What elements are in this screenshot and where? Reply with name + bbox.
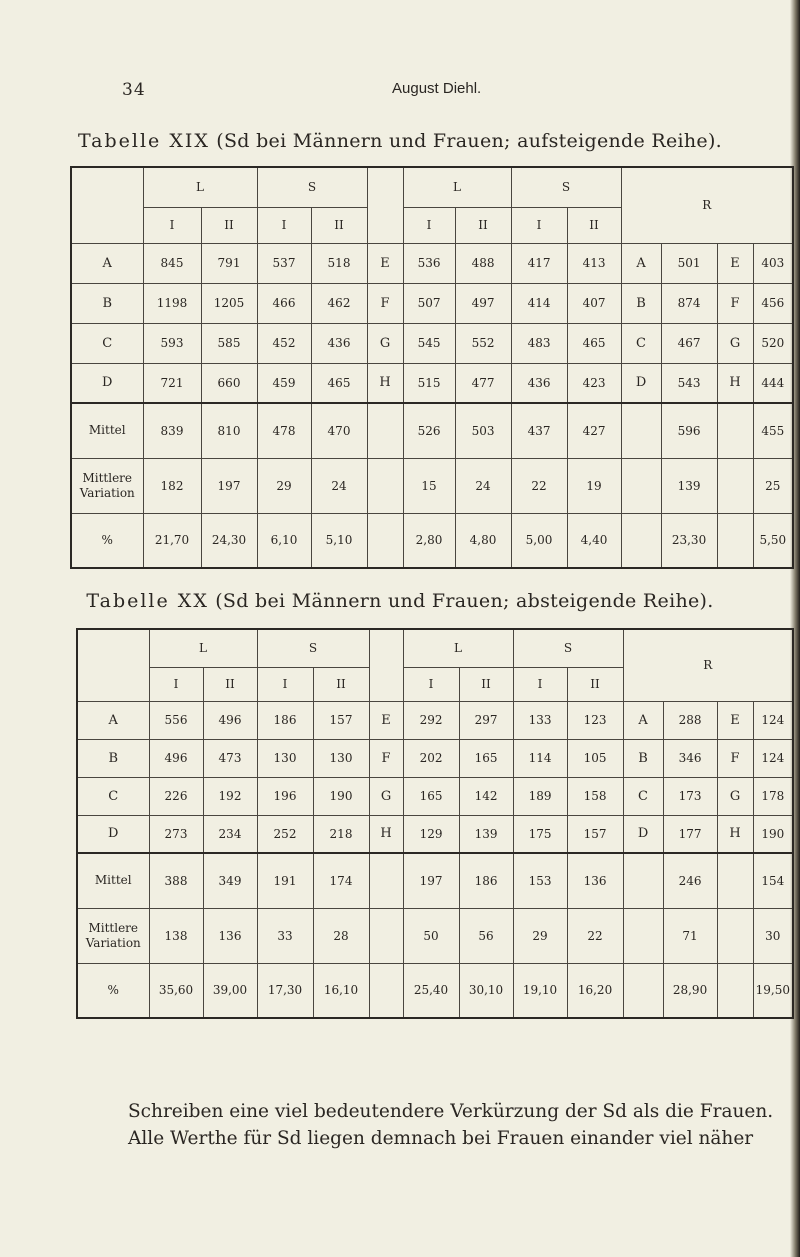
summary-cell: 596: [661, 403, 717, 458]
data-cell: 414: [511, 283, 567, 323]
r-value: 178: [753, 777, 793, 815]
data-cell: 473: [203, 739, 257, 777]
r-letter: D: [623, 815, 663, 853]
table-row: [71, 283, 793, 323]
empty-cell: [367, 513, 403, 568]
r-letter: A: [621, 243, 661, 283]
subcol-header: I: [511, 207, 567, 243]
data-cell: 165: [459, 739, 513, 777]
data-cell: 273: [149, 815, 203, 853]
summary-label: Mittlere Variation: [71, 458, 143, 513]
data-cell: 518: [311, 243, 367, 283]
summary-label: Mittel: [77, 853, 149, 908]
data-cell: 142: [459, 777, 513, 815]
summary-cell: 5,10: [311, 513, 367, 568]
data-cell: 123: [567, 701, 623, 739]
summary-cell: 136: [567, 853, 623, 908]
row-letter: H: [367, 363, 403, 403]
r-value: 177: [663, 815, 717, 853]
summary-cell: 19,50: [753, 963, 793, 1018]
summary-label: %: [77, 963, 149, 1018]
r-value: 288: [663, 701, 717, 739]
data-cell: 157: [567, 815, 623, 853]
data-cell: 218: [313, 815, 369, 853]
data-cell: 497: [455, 283, 511, 323]
summary-cell: 16,20: [567, 963, 623, 1018]
data-cell: 845: [143, 243, 201, 283]
summary-cell: 21,70: [143, 513, 201, 568]
empty-cell: [369, 908, 403, 963]
r-letter: E: [717, 243, 753, 283]
summary-cell: 182: [143, 458, 201, 513]
data-cell: 536: [403, 243, 455, 283]
group-header-r: R: [623, 629, 793, 701]
summary-cell: 25: [753, 458, 793, 513]
body-paragraph: Schreiben eine viel bedeutendere Verkürzung der Sd als die Frauen. Alle Werthe für Sd liegen demnach bei Frauen einander viel näher: [128, 1101, 774, 1149]
row-label: B: [71, 283, 143, 323]
r-value: 520: [753, 323, 793, 363]
row-letter: G: [367, 323, 403, 363]
table-label: Tabelle XX: [86, 590, 209, 612]
summary-label: Mittel: [71, 403, 143, 458]
summary-cell: 29: [257, 458, 311, 513]
r-value: 501: [661, 243, 717, 283]
summary-cell: 186: [459, 853, 513, 908]
data-cell: 175: [513, 815, 567, 853]
summary-cell: 197: [403, 853, 459, 908]
subcol-header: II: [311, 207, 367, 243]
subcol-header: II: [201, 207, 257, 243]
r-value: 444: [753, 363, 793, 403]
empty-cell: [367, 403, 403, 458]
table-caption-xx: [0, 590, 800, 612]
summary-cell: 71: [663, 908, 717, 963]
r-letter: A: [623, 701, 663, 739]
data-cell: 545: [403, 323, 455, 363]
subcol-header: II: [455, 207, 511, 243]
summary-cell: 5,00: [511, 513, 567, 568]
summary-cell: 174: [313, 853, 369, 908]
summary-cell: 4,40: [567, 513, 621, 568]
empty-cell: [367, 458, 403, 513]
data-cell: 552: [455, 323, 511, 363]
data-cell: 196: [257, 777, 313, 815]
summary-cell: 35,60: [149, 963, 203, 1018]
r-value: 543: [661, 363, 717, 403]
row-letter: F: [367, 283, 403, 323]
data-cell: 465: [567, 323, 621, 363]
summary-cell: 153: [513, 853, 567, 908]
summary-cell: 139: [661, 458, 717, 513]
data-cell: 452: [257, 323, 311, 363]
r-letter: F: [717, 283, 753, 323]
summary-cell: 15: [403, 458, 455, 513]
r-letter: B: [621, 283, 661, 323]
data-cell: 436: [311, 323, 367, 363]
row-letter: G: [369, 777, 403, 815]
data-cell: 465: [311, 363, 367, 403]
summary-cell: 24,30: [201, 513, 257, 568]
summary-cell: 349: [203, 853, 257, 908]
summary-cell: 191: [257, 853, 313, 908]
summary-cell: 6,10: [257, 513, 311, 568]
data-cell: 496: [149, 739, 203, 777]
empty-cell: [369, 963, 403, 1018]
group-header-r: R: [621, 167, 793, 243]
empty-cell: [717, 458, 753, 513]
summary-row: [77, 908, 793, 963]
summary-row: [71, 403, 793, 458]
subcol-header: I: [149, 667, 203, 701]
data-cell: 436: [511, 363, 567, 403]
summary-cell: 19: [567, 458, 621, 513]
group-header-l: L: [403, 629, 513, 667]
summary-cell: 16,10: [313, 963, 369, 1018]
data-cell: 297: [459, 701, 513, 739]
page-number: 34: [122, 80, 146, 100]
summary-cell: 2,80: [403, 513, 455, 568]
summary-cell: 478: [257, 403, 311, 458]
data-cell: 417: [511, 243, 567, 283]
data-cell: 496: [203, 701, 257, 739]
data-cell: 791: [201, 243, 257, 283]
data-cell: 158: [567, 777, 623, 815]
summary-cell: 470: [311, 403, 367, 458]
summary-row: [77, 963, 793, 1018]
empty-cell: [717, 963, 753, 1018]
table-row: [71, 363, 793, 403]
table-row: [77, 701, 793, 739]
corner-cell: [71, 167, 143, 243]
row-label: D: [71, 363, 143, 403]
summary-label: %: [71, 513, 143, 568]
row-label: A: [71, 243, 143, 283]
data-cell: 556: [149, 701, 203, 739]
empty-cell: [623, 908, 663, 963]
data-cell: 202: [403, 739, 459, 777]
subcol-header: I: [513, 667, 567, 701]
r-value: 190: [753, 815, 793, 853]
summary-cell: 5,50: [753, 513, 793, 568]
r-letter: D: [621, 363, 661, 403]
data-cell: 234: [203, 815, 257, 853]
r-value: 874: [661, 283, 717, 323]
row-label: B: [77, 739, 149, 777]
subcol-header: I: [403, 667, 459, 701]
empty-cell: [621, 458, 661, 513]
data-cell: 462: [311, 283, 367, 323]
data-cell: 407: [567, 283, 621, 323]
data-cell: 165: [403, 777, 459, 815]
r-letter: B: [623, 739, 663, 777]
group-header-l: L: [149, 629, 257, 667]
summary-cell: 154: [753, 853, 793, 908]
group-header-s: S: [257, 629, 369, 667]
r-letter: H: [717, 363, 753, 403]
table-xx: [76, 628, 794, 1019]
summary-cell: 388: [149, 853, 203, 908]
r-value: 124: [753, 739, 793, 777]
data-cell: 105: [567, 739, 623, 777]
data-cell: 483: [511, 323, 567, 363]
r-value: 124: [753, 701, 793, 739]
table-row: [77, 815, 793, 853]
row-label: A: [77, 701, 149, 739]
data-cell: 190: [313, 777, 369, 815]
summary-cell: 24: [455, 458, 511, 513]
data-cell: 1198: [143, 283, 201, 323]
summary-cell: 138: [149, 908, 203, 963]
summary-cell: 17,30: [257, 963, 313, 1018]
empty-cell: [717, 853, 753, 908]
data-cell: 226: [149, 777, 203, 815]
spacer-cell: [369, 629, 403, 701]
empty-cell: [369, 853, 403, 908]
page-header: [0, 80, 800, 110]
data-cell: 585: [201, 323, 257, 363]
data-cell: 130: [313, 739, 369, 777]
subcol-header: II: [567, 667, 623, 701]
data-cell: 129: [403, 815, 459, 853]
r-letter: E: [717, 701, 753, 739]
group-header-l: L: [403, 167, 511, 207]
empty-cell: [717, 403, 753, 458]
summary-cell: 4,80: [455, 513, 511, 568]
summary-cell: 50: [403, 908, 459, 963]
row-letter: F: [369, 739, 403, 777]
group-header-l: L: [143, 167, 257, 207]
summary-cell: 24: [311, 458, 367, 513]
r-letter: C: [623, 777, 663, 815]
subcol-header: I: [257, 667, 313, 701]
summary-label: Mittlere Variation: [77, 908, 149, 963]
subcol-header: I: [257, 207, 311, 243]
r-value: 173: [663, 777, 717, 815]
summary-cell: 22: [511, 458, 567, 513]
table-label: Tabelle XIX: [77, 130, 210, 152]
summary-row: [71, 513, 793, 568]
table-row: [71, 323, 793, 363]
summary-cell: 526: [403, 403, 455, 458]
subcol-header: II: [313, 667, 369, 701]
data-cell: 537: [257, 243, 311, 283]
r-value: 456: [753, 283, 793, 323]
summary-cell: 28,90: [663, 963, 717, 1018]
summary-cell: 22: [567, 908, 623, 963]
summary-cell: 33: [257, 908, 313, 963]
summary-cell: 25,40: [403, 963, 459, 1018]
data-cell: 192: [203, 777, 257, 815]
row-label: C: [77, 777, 149, 815]
summary-cell: 427: [567, 403, 621, 458]
subcol-header: I: [403, 207, 455, 243]
group-header-s: S: [513, 629, 623, 667]
row-letter: E: [367, 243, 403, 283]
summary-cell: 19,10: [513, 963, 567, 1018]
row-label: C: [71, 323, 143, 363]
summary-row: [77, 853, 793, 908]
empty-cell: [717, 513, 753, 568]
summary-cell: 28: [313, 908, 369, 963]
data-cell: 189: [513, 777, 567, 815]
table-caption-xix: [0, 130, 800, 152]
summary-cell: 437: [511, 403, 567, 458]
r-letter: F: [717, 739, 753, 777]
empty-cell: [621, 513, 661, 568]
data-cell: 488: [455, 243, 511, 283]
r-letter: G: [717, 777, 753, 815]
table-title: (Sd bei Männern und Frauen; aufsteigende Reihe).: [216, 130, 723, 152]
r-letter: C: [621, 323, 661, 363]
summary-cell: 503: [455, 403, 511, 458]
r-letter: H: [717, 815, 753, 853]
r-value: 346: [663, 739, 717, 777]
table-row: [77, 739, 793, 777]
data-cell: 459: [257, 363, 311, 403]
data-cell: 477: [455, 363, 511, 403]
group-header-s: S: [257, 167, 367, 207]
empty-cell: [621, 403, 661, 458]
data-cell: 515: [403, 363, 455, 403]
data-cell: 593: [143, 323, 201, 363]
data-cell: 157: [313, 701, 369, 739]
r-letter: G: [717, 323, 753, 363]
data-cell: 413: [567, 243, 621, 283]
subcol-header: II: [203, 667, 257, 701]
data-cell: 133: [513, 701, 567, 739]
empty-cell: [717, 908, 753, 963]
corner-cell: [77, 629, 149, 701]
data-cell: 507: [403, 283, 455, 323]
summary-cell: 30,10: [459, 963, 513, 1018]
row-letter: E: [369, 701, 403, 739]
data-cell: 423: [567, 363, 621, 403]
group-header-s: S: [511, 167, 621, 207]
summary-cell: 29: [513, 908, 567, 963]
table-title: (Sd bei Männern und Frauen; absteigende Reihe).: [215, 590, 714, 612]
table-xix: [70, 166, 794, 569]
summary-cell: 23,30: [661, 513, 717, 568]
running-head-author: August Diehl.: [392, 80, 482, 97]
summary-cell: 56: [459, 908, 513, 963]
data-cell: 1205: [201, 283, 257, 323]
subcol-header: I: [143, 207, 201, 243]
data-cell: 130: [257, 739, 313, 777]
subcol-header: II: [567, 207, 621, 243]
data-cell: 721: [143, 363, 201, 403]
summary-cell: 136: [203, 908, 257, 963]
empty-cell: [623, 853, 663, 908]
data-cell: 114: [513, 739, 567, 777]
row-label: D: [77, 815, 149, 853]
summary-cell: 839: [143, 403, 201, 458]
data-cell: 139: [459, 815, 513, 853]
subcol-header: II: [459, 667, 513, 701]
r-value: 403: [753, 243, 793, 283]
empty-cell: [623, 963, 663, 1018]
summary-row: [71, 458, 793, 513]
summary-cell: 39,00: [203, 963, 257, 1018]
r-value: 467: [661, 323, 717, 363]
summary-cell: 197: [201, 458, 257, 513]
summary-cell: 810: [201, 403, 257, 458]
summary-cell: 455: [753, 403, 793, 458]
data-cell: 252: [257, 815, 313, 853]
data-cell: 292: [403, 701, 459, 739]
data-cell: 186: [257, 701, 313, 739]
spacer-cell: [367, 167, 403, 243]
data-cell: 660: [201, 363, 257, 403]
table-row: [71, 243, 793, 283]
data-cell: 466: [257, 283, 311, 323]
table-row: [77, 777, 793, 815]
summary-cell: 246: [663, 853, 717, 908]
summary-cell: 30: [753, 908, 793, 963]
row-letter: H: [369, 815, 403, 853]
